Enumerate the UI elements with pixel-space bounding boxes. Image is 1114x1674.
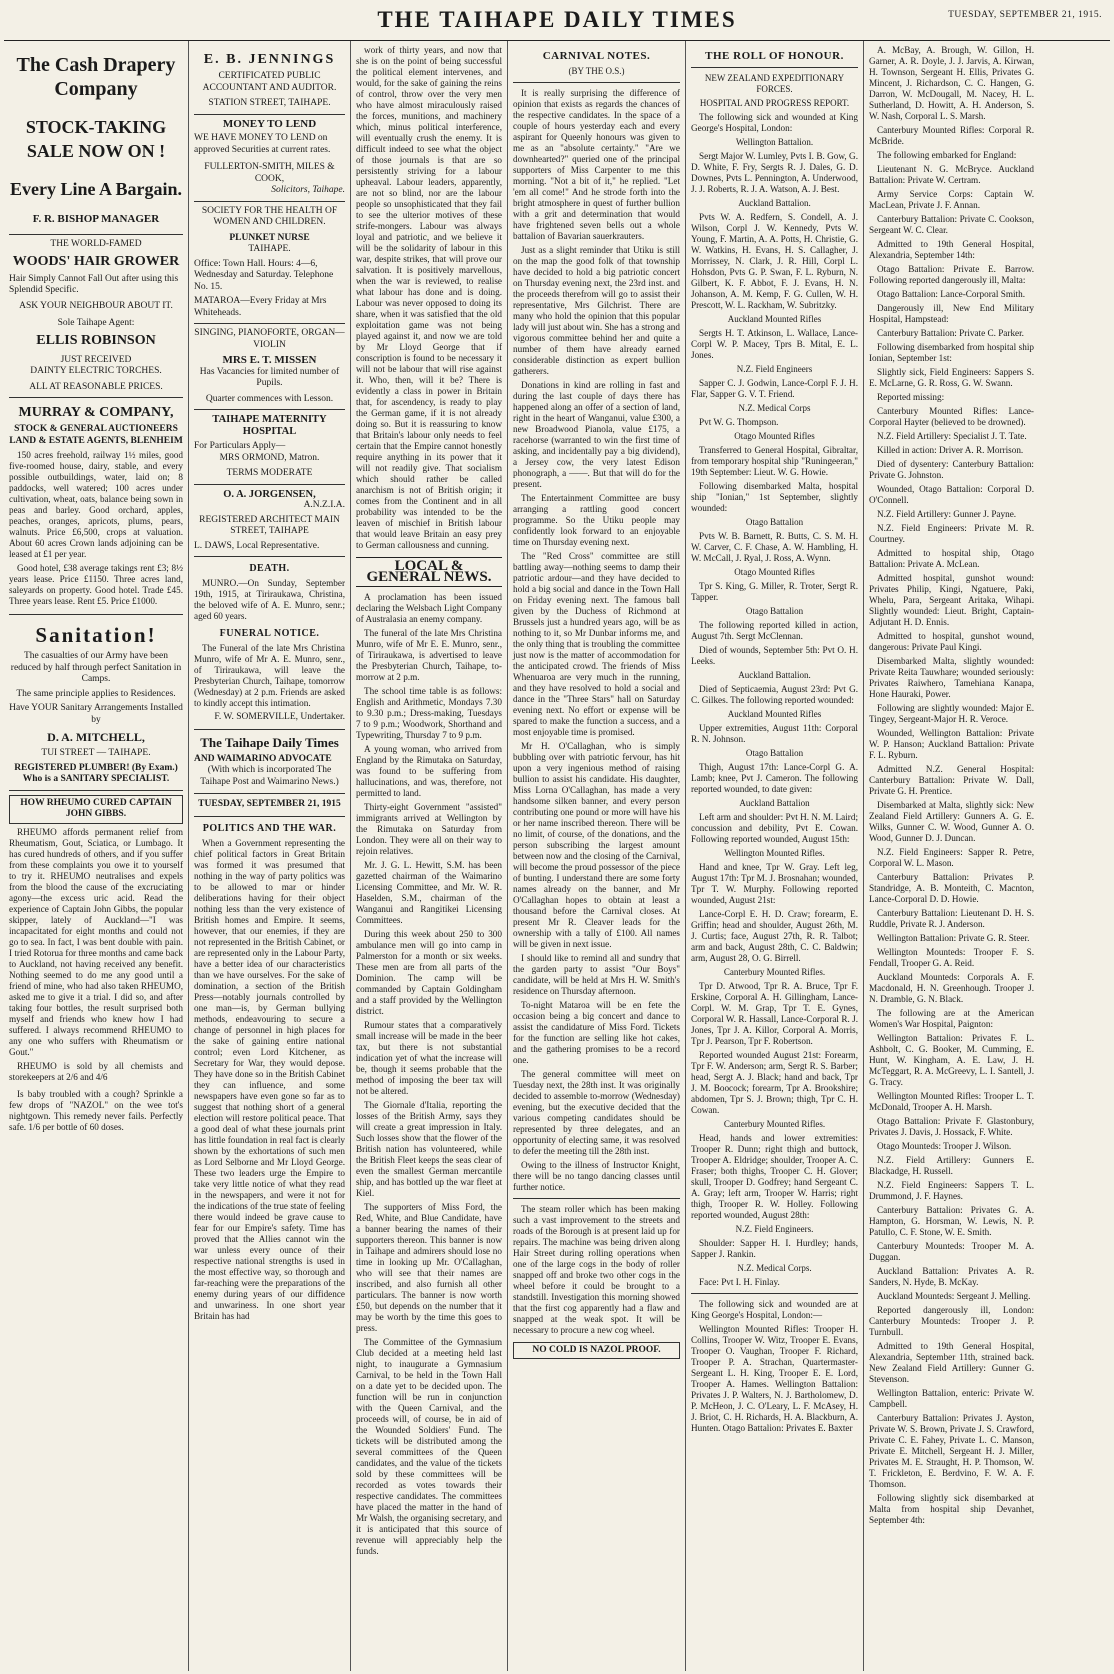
- c6-p12: Following disembarked from hospital ship Ionian, September 1st:: [869, 342, 1034, 363]
- roll-p17: Hand and knee, Tpr W. Gray. Left leg, August 17th: Tpr M. J. Brosnahan; wounded, Tpr T. W. Murphy. Following reported wounded, August 21st:: [691, 862, 858, 905]
- hair-text: Hair Simply Cannot Fall Out after using this Splendid Specific.: [9, 273, 179, 295]
- c6-p45: Auckland Battalion: Privates A. R. Sanders, N. Hyde, B. McKay.: [869, 1266, 1034, 1287]
- mataroa-text: MATAROA—Every Friday at Mrs Whiteheads.: [194, 296, 327, 318]
- unit-ab: Auckland Battalion.: [738, 198, 811, 208]
- column-4: [508, 41, 686, 1671]
- murray-text: 150 acres freehold, railway 1½ miles, good five-roomed house, dairy, stable, and every possible outbuildings, water, laid on; 8 paddocks, well watered; 100 acres under cultivation, wheat, oats, balance being sown in peas and barley. Good orchard, apples, peaches, oranges, apricots, plums, pears, walnuts. Price £6,500, crops at valuation. About 60 acres Crown lands adjoining can be leased at £1 per year.: [9, 450, 183, 559]
- roll-p5: Sapper C. J. Godwin, Lance-Corpl F. J. H. Flar, Sapper G. V. T. Friend.: [691, 378, 858, 399]
- c6-p11: Canterbury Battalion: Private C. Parker.: [877, 328, 1024, 338]
- unit-omr-2: Otago Mounted Rifles: [734, 567, 815, 577]
- c6-p28: Admitted N.Z. General Hospital: Canterbury Battalion: Private W. Dall, Private G. H. Prentice.: [869, 764, 1034, 796]
- nazol-ad-text: Is baby troubled with a cough? Sprinkle a few drops of "NAZOL" on the wee tot's nightgown. This remedy never fails. Perfectly safe. 1/6 per bottle of 60 doses.: [9, 1088, 183, 1132]
- roll-p24: The following sick and wounded are at King George's Hospital, London:—: [691, 1299, 858, 1320]
- roll-p19: Tpr D. Atwood, Tpr R. A. Bruce, Tpr F. Erskine, Corporal A. H. Gillingham, Lance-Corpl. W. M. Grap, Tpr T. E. Gynes, Corporal W. R. Hassall, Lance-Corporal R. J. Jones, Tpr J. A. Killor, Corporal A. Morris, Tpr J. Pearson, Tpr F. Robertson.: [691, 981, 858, 1046]
- carnival-p5: The "Red Cross" committee are still battling away—nothing seems to damp their patriotic ardour—and they have decided to hold a big social and dance in the Town Hall on Friday evening next. The famous ball given by the Duchess of Richmond at Brussels just a hundred years ago, will be as nothing to it, so Mr Dunbar informs me, and the only thing that is troubling the committee just now is the matter of accommodation for the anticipated crowd. The friends of Miss Whenuaroa are very much in the running, and they have resolved to hold a social and dance in the "Three Stars" hall on Saturday evening next. No effort or expense will be spared to make the function a success, and a most enjoyable time is promised.: [513, 551, 680, 737]
- c6-p10: Dangerously ill, New End Military Hospital, Hampstead:: [869, 303, 1034, 324]
- c6-p3: The following embarked for England:: [877, 150, 1017, 160]
- ellis-title: ELLIS ROBINSON: [36, 332, 156, 348]
- money-title: MONEY TO LEND: [222, 117, 317, 130]
- nzef-heading: NEW ZEALAND EXPEDITIONARY FORCES.: [704, 73, 845, 94]
- c6-p4: Lieutenant N. G. McBryce. Auckland Battalion: Private W. Certram.: [869, 164, 1034, 185]
- terms-text: TERMS MODERATE: [226, 468, 313, 478]
- roll-p15: Thigh, August 17th: Lance-Corpl G. A. Lamb; knee, Pvt J. Cameron. The following reported wounded, to date given:: [691, 762, 858, 794]
- c6-p27: Wounded, Wellington Battalion: Private W. P. Hanson; Auckland Battalion: Private F. L. Ryburn.: [869, 728, 1034, 760]
- unit-nzmc-2: N.Z. Medical Corps.: [737, 1263, 812, 1273]
- c6-p33: Wellington Battalion: Private G. R. Steer.: [877, 933, 1030, 943]
- unit-ob-3: Otago Battalion: [745, 748, 804, 758]
- carnival-p8: To-night Mataroa will be en fete the occasion being a big concert and dance to assist the candidature of Miss Ford. Tickets for the function are selling like hot cakes, and the gathering promises to be a record one.: [513, 1000, 680, 1065]
- c6-p15: Canterbury Mounted Rifles: Lance-Corporal Hayter (believed to be drowned).: [869, 406, 1034, 427]
- roll-p7: Transferred to General Hospital, Gibraltar, from temporary hospital ship "Runingeeran," 19th September: Lieut. W. G. Howie.: [691, 445, 858, 477]
- c6-p48: Admitted to 19th General Hospital, Alexandria, September 11th, strained back. New Zealand Field Artillery: Gunner G. Stevenson.: [869, 1341, 1034, 1384]
- local-p10: The supporters of Miss Ford, the Red, White, and Blue Candidate, have a banner bearing the names of their supporters thereon. This banner is now in Taihape and admirers should lose no time in looking up Mr. O'Callaghan, who will see that their names are inscribed, and also furnish all other particulars. The banner is now worth £50, but depends on the number that it may be worth by the time this goes to press.: [356, 1202, 502, 1333]
- fullerton-text: FULLERTON-SMITH, MILES & COOK,: [204, 162, 335, 184]
- carnival-byline: (BY THE O.S.): [568, 66, 625, 76]
- funeral-text: The Funeral of the late Mrs Christina Munro, wife of Mr A. E. Munro, senr., of Tiriraukawa, will leave the Presbyterian Church, Taihape, tomorrow (Wednesday) at 2 p.m. Friends are asked to kindly accept this intimation.: [194, 643, 345, 708]
- local-news-heading: LOCAL & GENERAL NEWS.: [356, 557, 502, 587]
- c6-p47: Reported dangerously ill, London: Canterbury Mounteds: Trooper J. P. Turnbull.: [869, 1305, 1034, 1337]
- c6-p29: Disembarked at Malta, slightly sick: New Zealand Field Artillery: Gunners A. G. E. Wilks, Gunner C. W. Wood, Gunner A. O. Wood, Gunner D. J. Duncan.: [869, 800, 1034, 843]
- daws-text: L. DAWS, Local Representative.: [194, 540, 320, 551]
- plunket-subtitle: TAIHAPE.: [248, 244, 291, 254]
- singing-text: SINGING, PIANOFORTE, ORGAN—VIOLIN: [194, 328, 345, 350]
- unit-cmr: Canterbury Mounted Rifles.: [723, 967, 826, 977]
- c6-p14: Reported missing:: [877, 392, 945, 402]
- roll-p16: Left arm and shoulder: Pvt H. N. M. Laird; concussion and debility, Pvt E. Cowan. Following reported wounded, August 15th:: [691, 812, 858, 844]
- sanitation-text: The casualties of our Army have been reduced by half through perfect Sanitation in Camps.: [10, 651, 182, 684]
- c6-p40: Otago Mounteds: Trooper J. Wilson.: [877, 1141, 1012, 1151]
- roll-p4: Sergts H. T. Atkinson, L. Wallace, Lance-Corpl W. P. Macey, Tprs B. Mital, E. L. Jones.: [691, 328, 858, 360]
- carnival-p10: Owing to the illness of Instructor Knight, there will be no tango dancing classes until further notice.: [513, 1160, 680, 1192]
- murray-text-2: Good hotel, £38 average takings rent £3; 8½ years lease. Price £1150. Three acres land, saleyards on property. Good hotel. Trade £45. Three years lease. Rent £5. Price £1000.: [9, 563, 183, 606]
- maternity-ad: [194, 410, 345, 485]
- column-5: [686, 41, 864, 1671]
- c6-p19: Wounded, Otago Battalion: Corporal D. O'Connell.: [869, 484, 1034, 505]
- manager-text: F. R. BISHOP MANAGER: [32, 213, 160, 225]
- local-p8: Rumour states that a comparatively small increase will be made in the beer tax, but there is not substantial indication yet of what the increase will be, though it seems probable that the method of imposing the beer tax will not be altered.: [356, 1020, 502, 1096]
- missen-title: MRS E. T. MISSEN: [222, 354, 317, 366]
- ormond-text: MRS ORMOND, Matron.: [219, 452, 320, 463]
- murray-subtitle: STOCK & GENERAL AUCTIONEERS LAND & ESTATE AGENTS, BLENHEIM: [9, 424, 183, 446]
- woods-ad: [9, 235, 183, 398]
- local-p1: A proclamation has been issued declaring the Welsbach Light Company of Australasia an enemy company.: [356, 592, 502, 624]
- c6-p21: N.Z. Field Engineers: Private M. R. Courtney.: [869, 523, 1034, 544]
- solicitors-text: Solicitors, Taihape.: [271, 185, 345, 195]
- c6-p6: Canterbury Battalion: Private C. Cookson, Sergeant W. C. Clear.: [869, 214, 1034, 235]
- rheumo-sold-text: RHEUMO is sold by all chemists and storekeepers at 2/6 and 4/6: [9, 1060, 183, 1082]
- plumber-text: REGISTERED PLUMBER! (By Exam.) Who is a SANITARY SPECIALIST.: [14, 762, 178, 784]
- plunket-text: Office: Town Hall. Hours: 4—6, Wednesday and Saturday. Telephone No. 15.: [194, 258, 334, 292]
- columns: [4, 41, 1110, 1671]
- roll-p11: The following reported killed in action, August 7th. Sergt McClennan.: [691, 620, 858, 641]
- quarter-text: Quarter commences with Lesson.: [205, 393, 334, 404]
- sanitation-text-2: The same principle applies to Residences.: [16, 688, 176, 699]
- jennings-address: STATION STREET, TAIHAPE.: [208, 98, 331, 108]
- c6-p24: Admitted to hospital, gunshot wound, dangerous: Private Paul Kingi.: [869, 631, 1034, 652]
- politics-text: When a Government representing the chief political factors in Great Britain was formed it was presumed that nothing in the way of party politics was to be allowed to mar or hinder deliberations having for their object nothing less than the very existence of British homes and Empire. It seems, however, that our enemies, if they are not represented in the British Cabinet, or are represented only in the Labour Party, have a better idea of our characteristics than we have ourselves. For the sake of domination, a section of the British Press—notably journals controlled by one man—is, by German bullying methods, endeavouring to secure a change of personnel in high places for the sake of gaining entire national control; even Lord Kitchener, as Secretary for War, they would depose. They have done so in the British Cabinet they can influence, and some newspapers have even gone so far as to suggest that nothing short of a general election will restore political peace. That a good deal of what these journals print has little foundation in real fact is clearly shown by the exhortations of such men as Lord Selborne and Mr Lloyd George. These two leaders urge the Empire to take very little notice of what they read in the newspapers, and were it not for the indications of the true state of feeling there would indeed be grave cause to fear for our Empire's safety. Time has proved that the Allies cannot win the war unless every ounce of their respective national strengths is used in the most effective way, so thorough and far-reaching were the preparations of the enemy during years of our diffidence and unwariness. In one short year Britain has had: [194, 837, 345, 1321]
- roll-p9: Pvts W. B. Barnett, R. Butts, C. S. M. H. W. Carver, C. F. Chase, A. W. Hambling, H. W. McCall, J. Ryal, J. Ross, A. Wynn.: [691, 531, 858, 563]
- masthead: [4, 0, 1110, 41]
- ask-text: ASK YOUR NEIGHBOUR ABOUT IT.: [19, 300, 173, 311]
- c6-p25: Disembarked Malta, slightly wounded: Private Reita Tauwhare; wounded seriously: Privates Raiwhero, Tamehiana Kanapa, Hone Hauraki, Power.: [869, 656, 1034, 699]
- roll-p3: Pvts W. A. Redfern, S. Condell, A. J. Wilson, Corpl J. W. Kennedy, Pvts W. Young, F. Martin, A. A. Potts, H. Christie, G. W. Watkins, H. Evans, H. S. Callagher, J. Morrissey, N. Clark, J. R. Hill, Corpl L. Hohsdon, Pvts G. P. Swan, F. L. Ryburn, N. Gilbert, K. F. Abbot, F. J. Evans, H. N. Johanson, A. M. Kemp, F. G. Cullen, W. H. Prescott, W. L. Rackham, W. Subritzky.: [691, 212, 858, 310]
- roll-p18: Lance-Corpl E. H. D. Craw; forearm, E. Griffin; head and shoulder, August 26th, M. J. Curtis; face, August 27th, R. R. Talbot; arm and back, August 28th, C. C. Baldwin; arm, August 28, O. G. Birrell.: [691, 909, 858, 963]
- carnival-p7: I should like to remind all and sundry that the garden party to assist "Our Boys" candidate, will be held at Mrs H. W. Smith's residence on Thursday afternoon.: [513, 953, 680, 996]
- agent-text: Sole Taihape Agent:: [57, 318, 135, 328]
- c6-p1: A. McBay, A. Brough, W. Gillon, H. Garner, A. R. Doyle, J. J. Jarvis, A. Kirwan, H. Townson, Sergeant H. Ellis, Privates G. Mincent, J. Richardson, C. C. Hangen, G. Darron, W. McDougall, M. Nacey, H. L. Sutherland, D. Howitt, A. H. Anderson, S. W. Nash, Corporal L. S. Marsh.: [869, 45, 1034, 121]
- sanitation-ad: [9, 615, 183, 791]
- worldfamed-text: THE WORLD-FAMED: [50, 239, 142, 249]
- c6-p35: Auckland Mounteds: Corporals A. F. Macdonald, H. N. Greenhough. Trooper J. N. Dramble, G. N. Black.: [869, 972, 1034, 1004]
- unit-omr: Otago Mounted Rifles: [734, 431, 815, 441]
- c6-p31: Canterbury Battalion: Privates P. Standridge, A. B. Monteith, C. Macnton, Lance-Corporal D. D. Howie.: [869, 872, 1034, 904]
- jennings-title: E. B. JENNINGS: [203, 52, 336, 67]
- unit-ob-2: Otago Battalion: [745, 606, 804, 616]
- jorgensen-ad: [194, 485, 345, 558]
- paper-title: The Taihape Daily Times: [200, 734, 339, 750]
- local-p11: The Committee of the Gymnasium Club decided at a meeting held last night, to inaugurate a Gymnasium Carnival, to be held in the Town Hall on a date yet to be decided upon. The function will be run in conjunction with the Queen Carnival, and the proceeds will, of course, be in aid of the Wounded Soldiers' Fund. The tickets will be distributed among the several committees of the Queen candidates, and the value of the tickets sold by these committees will be recorded as votes towards their respective candidates. The committees have placed the matter in the hand of Mr Walsh, the organising secretary, and it is anticipated that this source of revenue will appreciably help the funds.: [356, 1337, 502, 1556]
- unit-nzfe: N.Z. Field Engineers: [736, 364, 813, 374]
- nazol-box: NO COLD IS NAZOL PROOF.: [513, 1342, 680, 1359]
- carnival-p3: Donations in kind are rolling in fast and during the last couple of days there has happened along an offer of a section of land, right in the heart of Wanganui, value £300, a new Broadwood Pianola, value £175, a racehorse (warranted to win the first time of asking, and incidentally pay a big dividend), a Jersey cow, the very latest Edison phonograph, a ——. But that will do for the present.: [513, 380, 680, 489]
- paper-date: TUESDAY, SEPTEMBER 21, 1915: [198, 799, 341, 809]
- cash-drapery-ad: [9, 45, 183, 235]
- c6-p32: Canterbury Battalion: Lieutenant D. H. S. Ruddle, Private R. J. Anderson.: [869, 908, 1034, 929]
- carnival-p6: Mr H. O'Callaghan, who is simply bubbling over with patriotic fervour, has hit upon a very ingenious method of raising bullion to assist his candidate. His daughter, Miss Lorna O'Callaghan, has made a very handsome silken banner, and every person contributing one pound or more will have his or her name inscribed thereon. There will be no limit, of course, of the donations, and the person subscribing the largest amount between now and the closing of the Carnival, will become the proud possessor of the piece of bunting. I understand there are some forty names already on the banner, and Mr O'Callaghan hopes to obtain at least a thousand before the Carnival closes. At present Mr R. Cleaver leads for the ownership with a tally of £100. All names will be given in next issue.: [513, 741, 680, 949]
- stocktaking-text: STOCK-TAKING SALE NOW ON !: [25, 117, 167, 161]
- unit-amr: Auckland Mounted Rifles: [727, 314, 822, 324]
- hospital-heading: HOSPITAL AND PROGRESS REPORT.: [699, 98, 850, 108]
- c6-p8: Otago Battalion: Private E. Barrow. Following reported dangerously ill, Malta:: [869, 264, 1034, 285]
- unit-cmr-2: Canterbury Mounted Rifles.: [723, 1119, 826, 1129]
- c6-p5: Army Service Corps: Captain W. MacLean, Private J. F. Annan.: [869, 189, 1034, 210]
- received-text: JUST RECEIVED: [60, 354, 132, 365]
- local-p5: Thirty-eight Government "assisted" immigrants arrived at Wellington by the Rimutaka on Saturday from London. They were all on their way to rejoin relatives.: [356, 802, 502, 856]
- c6-p22: Admitted to hospital ship, Otago Battalion: Private A. McLean.: [869, 548, 1034, 569]
- sanitation-text-3: Have YOUR Sanitary Arrangements Installed by: [9, 703, 183, 725]
- somerville-text: F. W. SOMERVILLE, Undertaker.: [214, 712, 345, 722]
- rheumo-heading: HOW RHEUMO CURED CAPTAIN JOHN GIBBS.: [9, 795, 183, 824]
- newspaper-title: THE TAIHAPE DAILY TIMES: [377, 7, 737, 32]
- c6-p36: The following are at the American Women's War Hospital, Paignton:: [869, 1008, 1034, 1029]
- carnival-p4: The Entertainment Committee are busy arranging a rattling good concert programme. So the Utiku people may confidently look forward to an enjoyable time on Thursday evening next.: [513, 493, 680, 547]
- c6-p13: Slightly sick, Field Engineers: Sappers S. E. McLarne, G. R. Ross, G. W. Swann.: [869, 367, 1034, 388]
- c6-p37: Wellington Battalion: Privates F. L. Ashbolt, C. G. Booker, M. Cumming, E. Hunt, W. Kingham, A. E. Law, J. H. McTeggart, R. A. McGreevy, L. I. Santell, J. G. Tracy.: [869, 1033, 1034, 1087]
- carnival-p1: It is really surprising the difference of opinion that exists as regards the chances of the respective candidates. In the space of a couple of hours yesterday each and every aspirant for Queenly honours was given to me as an "absolute certainty." "Are we downhearted?" queried one of the principal supporters of Miss Carpenter to me this morning. "Not a bit of it," he replied. "Let 'em all come!" And he strode forth into the bright atmosphere in quest of further bullion with a grit and determination that would have frightened seven bells out a whole battalion of Bavarian sauerkrauters.: [513, 88, 680, 241]
- roll-heading: THE ROLL OF HONOUR.: [705, 50, 844, 62]
- woods-title: WOODS' HAIR GROWER: [12, 253, 180, 269]
- c6-p18: Died of dysentery: Canterbury Battalion: Private G. Johnston.: [869, 459, 1034, 480]
- c6-p7: Admitted to 19th General Hospital, Alexandria, September 14th:: [869, 239, 1034, 260]
- c6-p2: Canterbury Mounted Rifles: Corporal R. McBride.: [869, 125, 1034, 146]
- carnival-p9: The general committee will meet on Tuesday next, the 28th inst. It was originally decided to assemble to-morrow (Wednesday) evening, but the executive decided that the various competing candidates should be represented by three delegates, and an opportunity of electing same, it was resolved to defer the meeting till the 28th inst.: [513, 1069, 680, 1156]
- c6-p17: Killed in action: Driver A. R. Morrison.: [877, 445, 1024, 455]
- jennings-subtitle: CERTIFICATED PUBLIC ACCOUNTANT AND AUDITOR.: [202, 71, 337, 93]
- paper-subtitle: AND WAIMARINO ADVOCATE: [194, 753, 332, 764]
- every-line-text: Every Line A Bargain.: [9, 179, 182, 199]
- rheumo-ad: [9, 791, 183, 1140]
- column-2: [189, 41, 351, 1671]
- rheumo-text: RHEUMO affords permanent relief from Rheumatism, Gout, Sciatica, or Lumbago. It has cured hundreds of others, and if you suffer from these complaints you owe it to yourself to try it. RHEUMO neutralises and expels from the blood the cause of the excruciating agony—the excess uric acid. Read the experience of Captain John Gibbs, the popular skipper, lately of Auckland—"I was incapacitated for eight months and could not go to sea. In fact, I was bent double with pain. I tried Rotorua for three months and came back to Auckland, not having received any benefit. Nothing seemed to do me any good until a friend of mine, who had also taken RHEUMO, asked me to give it a trial. I did so, and after taking four bottles, the result surprised both myself and friends who knew how I had suffered. I always recommend RHEUMO to any one who suffers with Rheumatism or Gout.": [9, 826, 183, 1057]
- c6-p34: Wellington Mounteds: Trooper F. S. Fendall, Trooper G. A. Reid.: [869, 947, 1034, 968]
- roll-p12: Died of wounds, September 5th: Pvt O. H. Leeks.: [691, 645, 858, 666]
- mitchell-title: D. A. MITCHELL,: [47, 730, 145, 744]
- money-ad: [194, 115, 345, 202]
- death-text: MUNRO.—On Sunday, September 19th, 1915, at Tiriraukawa, Christina, the beloved wife of A. E. Munro, senr.; aged 60 years.: [194, 578, 345, 621]
- local-p4: A young woman, who arrived from England by the Rimutaka on Saturday, was found to be suffering from hallucinations, and was, therefore, not permitted to land.: [356, 744, 502, 798]
- local-p3: The school time table is as follows: English and Arithmetic, Mondays 7.30 to 9.30 p.m.; Dress-making, Tuesdays 7 to 9 p.m.; Woodwork, Shorthand and Typewriting, Thursday 7 to 9 p.m.: [356, 686, 502, 740]
- column-6: [864, 41, 1039, 1671]
- local-p7: During this week about 250 to 300 ambulance men will go into camp in Palmerston for a month or six weeks. These men are from all parts of the Dominion. The camp will be commanded by Captain Goldingham and a staff provided by the Wellington district.: [356, 929, 502, 1016]
- roll-p23: Face: Pvt I. H. Finlay.: [699, 1277, 780, 1287]
- politics-continued: work of thirty years, and now that she is on the point of being successful the political element intervenes, and would, for the sake of gaining the reins of control, throw over the very men who have almost miraculously raised the forces, munitions, and machinery which, minus political interference, will eventually crush the enemy. It is difficult indeed to see what the object of those journals is that are so persistently striving for a labour upheaval. Labour leaders, apparently, are not so blind, nor are the labour people so unsophisticated that they fail to see the ulterior motives of these strife-mongers. Labour was always loyal and patriotic, and we believe it will be the solidarity of labour in this war, despite strikes, that will prove our salvation. It is positively marvellous, when the war is reviewed, to realise what labour has done and is doing. Labour was never opposed to doing its share, when it was satisfied that the old exploitation game was not being played against it, and now we are told by Mr Lloyd George that if conscription is found to be necessary it will not be labour that will rise against it. Who, then, will it be? There is evidently a class in power in Britain that, for ascendency, is ready to play the German game, if it is not already doing so. But it is reassuring to know that Britain's labour only needs to feel certain that the Empire cannot honestly require anything in its power that it will not readily give. That socialism which should rather be called anarchism is not of British origin; it comes from the Continent and in all probability was intended to be the leaven of mischief in British labour that would leave Britain an easy prey to German callousness and cunning.: [356, 45, 502, 550]
- missen-ad: [194, 324, 345, 410]
- roll-wmr-2: Wellington Mounted Rifles: Trooper H. Collins, Trooper W. Witz, Trooper E. Evans, Trooper O. Vaughan, Trooper F. Richard, Trooper P. A. Strachan, Quartermaster-Sergeant L. H. King, Trooper E. E. Lord, Trooper A. Hames. Wellington Battalion: Privates J. P. Walters, N. J. Bartholomew, D. P. McHeon, J. C. O'Leary, L. F. McAsey, H. J. Briot, C. H. Richards, H. A. Blackburn, A. Hunten. Otago Battalion: Privates E. Baxter: [691, 1324, 858, 1433]
- c6-p44: Canterbury Mounteds: Trooper M. A. Duggan.: [869, 1241, 1034, 1262]
- money-text: WE HAVE MONEY TO LEND on approved Securities at current rates.: [194, 133, 331, 155]
- unit-wb: Wellington Battalion.: [735, 137, 814, 147]
- local-p9: The Giornale d'Italia, reporting the losses of the British Army, says they will create a great impression in Italy. Such losses show that the flower of the British nation has volunteered, while the British Fleet keeps the seas clear of even the smallest German mercantile ship, and has bottled up the war fleet at Kiel.: [356, 1100, 502, 1198]
- sanitation-title: Sanitation!: [35, 623, 157, 647]
- anzia-text: A.N.Z.I.A.: [303, 500, 345, 510]
- unit-amr-2: Auckland Mounted Rifles: [727, 709, 822, 719]
- c6-p50: Canterbury Battalion: Privates J. Ayston, Private W. S. Brown, Private J. S. Crawford, Private C. E. Fahey, Private L. C. Manson, Private E. Mitchell, Sergeant H. J. Miller, Privates M. E. Straught, H. P. Thomson, W. T. Frickleton, E. Berdvino, F. W. A. F. Thomson.: [869, 1413, 1034, 1489]
- carnival-p2: Just as a slight reminder that Utiku is still on the map the good folk of that township have decided to hold a big patriotic concert on Thursday evening next, the 23rd inst. and the proceeds therefrom will go to assist their representative, Mrs Gilchrist. There are many who hold the opinion that this popular lady will just about win. She has a strong and vigorous committee behind her and quite a number of them have already earned considerable distinction as expert bullion gatherers.: [513, 245, 680, 376]
- unit-nzmc: N.Z. Medical Corps: [738, 403, 811, 413]
- jorgensen-title: O. A. JORGENSEN,: [223, 488, 316, 500]
- roll-p6: Pvt W. G. Thompson.: [699, 417, 779, 427]
- c6-p16: N.Z. Field Artillery: Specialist J. T. Tate.: [877, 431, 1027, 441]
- cash-drapery-title: The Cash Drapery Company: [16, 54, 176, 100]
- roll-p10: Tpr S. King, G. Miller, R. Troter, Sergt R. Tapper.: [691, 581, 858, 602]
- mitchell-address: TUI STREET — TAIHAPE.: [41, 748, 151, 758]
- c6-p9: Otago Battalion: Lance-Corporal Smith.: [877, 289, 1025, 299]
- carnival-heading: CARNIVAL NOTES.: [542, 50, 651, 62]
- murray-ad: [9, 398, 183, 615]
- c6-p41: N.Z. Field Artillery: Gunners E. Blackadge, H. Russell.: [869, 1155, 1034, 1176]
- jennings-ad: [194, 45, 345, 115]
- c6-p26: Following are slightly wounded: Major E. Tingey, Sergeant-Major H. R. Veroce.: [869, 703, 1034, 724]
- unit-nzfe-2: N.Z. Field Engineers.: [735, 1224, 814, 1234]
- c6-p46: Auckland Mounteds: Sergeant J. Melling.: [877, 1291, 1031, 1301]
- c6-p51: Following slightly sick disembarked at Malta from hospital ship Devanhet, September 4th:: [869, 1493, 1034, 1525]
- roll-p22: Shoulder: Sapper H. I. Hurdley; hands, Sapper J. Rankin.: [691, 1238, 858, 1259]
- torches-text: DAINTY ELECTRIC TORCHES.: [30, 366, 162, 376]
- carnival-p11: The steam roller which has been making such a vast improvement to the streets and roads of the Borough is at present laid up for repairs. The machine was being driven along Hair Street during rolling operations when one of the large cogs in the body of roller snapped off and broke two other cogs in the wheel before it could be brought to a standstill. Investigation this morning showed that the first cog apparently had a flaw and snapped at the weak spot. It will be necessary to procure a new cog wheel.: [513, 1204, 680, 1335]
- paper-note: (With which is incorporated The Taihape Post and Waimarino News.): [200, 765, 339, 787]
- roll-p8: Following disembarked Malta, hospital ship "Ionian," 1st September, slightly wounded:: [691, 481, 858, 513]
- roll-p2: Sergt Major W. Lumley, Pvts I. B. Gow, G. D. White, F. Fry, Sergts R. J. Dales, G. D. Downes, Pvts L. Pennington, A. Underwood, J. J. Roberts, R. J. A. Watson, A. J. Best.: [691, 151, 858, 194]
- murray-title: MURRAY & COMPANY,: [18, 405, 174, 420]
- c6-p42: N.Z. Field Engineers: Sappers T. L. Drummond, J. F. Haynes.: [869, 1180, 1034, 1201]
- architect-text: REGISTERED ARCHITECT MAIN STREET, TAIHAPE: [199, 514, 340, 536]
- funeral-heading: FUNERAL NOTICE.: [219, 628, 320, 639]
- local-p2: The funeral of the late Mrs Christina Munro, wife of Mr E. E. Munro, senr., of Tiriraukawa, is advertised to leave the Presbyterian Church, Taihape, to-morrow at 2 p.m.: [356, 628, 502, 682]
- issue-date: TUESDAY, SEPTEMBER 21, 1915.: [948, 10, 1102, 20]
- c6-p43: Canterbury Battalion: Privates G. A. Hampton, G. Horsman, W. Lewis, N. P. Patullo, C. F. Stone, W. E. Smith.: [869, 1205, 1034, 1237]
- society-text: SOCIETY FOR THE HEALTH OF WOMEN AND CHILDREN.: [201, 205, 338, 227]
- roll-p1: The following sick and wounded at King George's Hospital, London:: [691, 112, 858, 133]
- missen-text: Has Vacancies for limited number of Pupils.: [199, 366, 340, 388]
- c6-p38: Wellington Mounted Rifles: Trooper L. T. McDonald, Trooper A. H. Marsh.: [869, 1091, 1034, 1112]
- local-p6: Mr. J. G. L. Hewitt, S.M. has been gazetted chairman of the Waimarino Licensing Committee, and Mr. W. R. Haselden, S.M., chairman of the Wanganui and Rangitikei Licensing Committees.: [356, 860, 502, 925]
- roll-p13: Died of Septicaemia, August 23rd: Pvt G. C. Gilkes. The following reported wounded:: [691, 684, 858, 705]
- column-3: [351, 41, 508, 1671]
- plunket-title: PLUNKET NURSE: [229, 232, 310, 243]
- death-heading: DEATH.: [249, 563, 290, 574]
- prices-text: ALL AT REASONABLE PRICES.: [29, 381, 163, 392]
- c6-p20: N.Z. Field Artillery: Gunner J. Payne.: [877, 509, 1017, 519]
- unit-ob: Otago Battalion: [745, 517, 804, 527]
- roll-p21: Head, hands and lower extremities: Trooper R. Dunn; right thigh and buttock, Trooper A. Eldridge; shoulder, Trooper A. C. Fraser; both thighs, Trooper C. H. Glover; skull, Trooper D. Godfrey; hand Sergeant C. A. Gray; left arm, Trooper W. Harris; right thigh, Trooper R. W. Holley. Following reported wounded, August 28th:: [691, 1133, 858, 1220]
- c6-p49: Wellington Battalion, enteric: Private W. Campbell.: [869, 1388, 1034, 1409]
- unit-ab-2: Auckland Battalion.: [738, 670, 811, 680]
- c6-p23: Admitted hospital, gunshot wound: Privates Philip, Kingi, Ngatuere, Paki, Whelu, Para, Sergeant Aritaka, Wihapi. Slightly wounded: Lieut. Bright, Captain-Adjutant H. D. Ennis.: [869, 573, 1034, 627]
- politics-heading: POLITICS AND THE WAR.: [202, 822, 337, 834]
- maternity-text: For Particulars Apply—: [194, 441, 286, 451]
- roll-p20: Reported wounded August 21st: Forearm, Tpr F. W. Anderson; arm, Sergt R. S. Barber; head, Sergt A. J. Black; hand and back, Tpr J. M. Boocock; forearm, Tpr A. Brookshire; abdomen, Tpr S. J. Brown; thigh, Tpr C. H. Cowan.: [691, 1050, 858, 1115]
- unit-ab-3: Auckland Battalion: [739, 798, 810, 808]
- c6-p39: Otago Battalion: Private F. Glastonbury, Privates J. Davis, J. Hossack, F. White.: [869, 1116, 1034, 1137]
- maternity-title: TAIHAPE MATERNITY HOSPITAL: [212, 414, 327, 437]
- column-1: [4, 41, 189, 1671]
- c6-p30: N.Z. Field Engineers: Sapper R. Petre, Corporal W. L. Mason.: [869, 847, 1034, 868]
- roll-p14: Upper extremities, August 11th: Corporal R. N. Johnson.: [691, 723, 858, 744]
- unit-wmr: Wellington Mounted Rifles.: [724, 848, 825, 858]
- plunket-ad: [194, 202, 345, 325]
